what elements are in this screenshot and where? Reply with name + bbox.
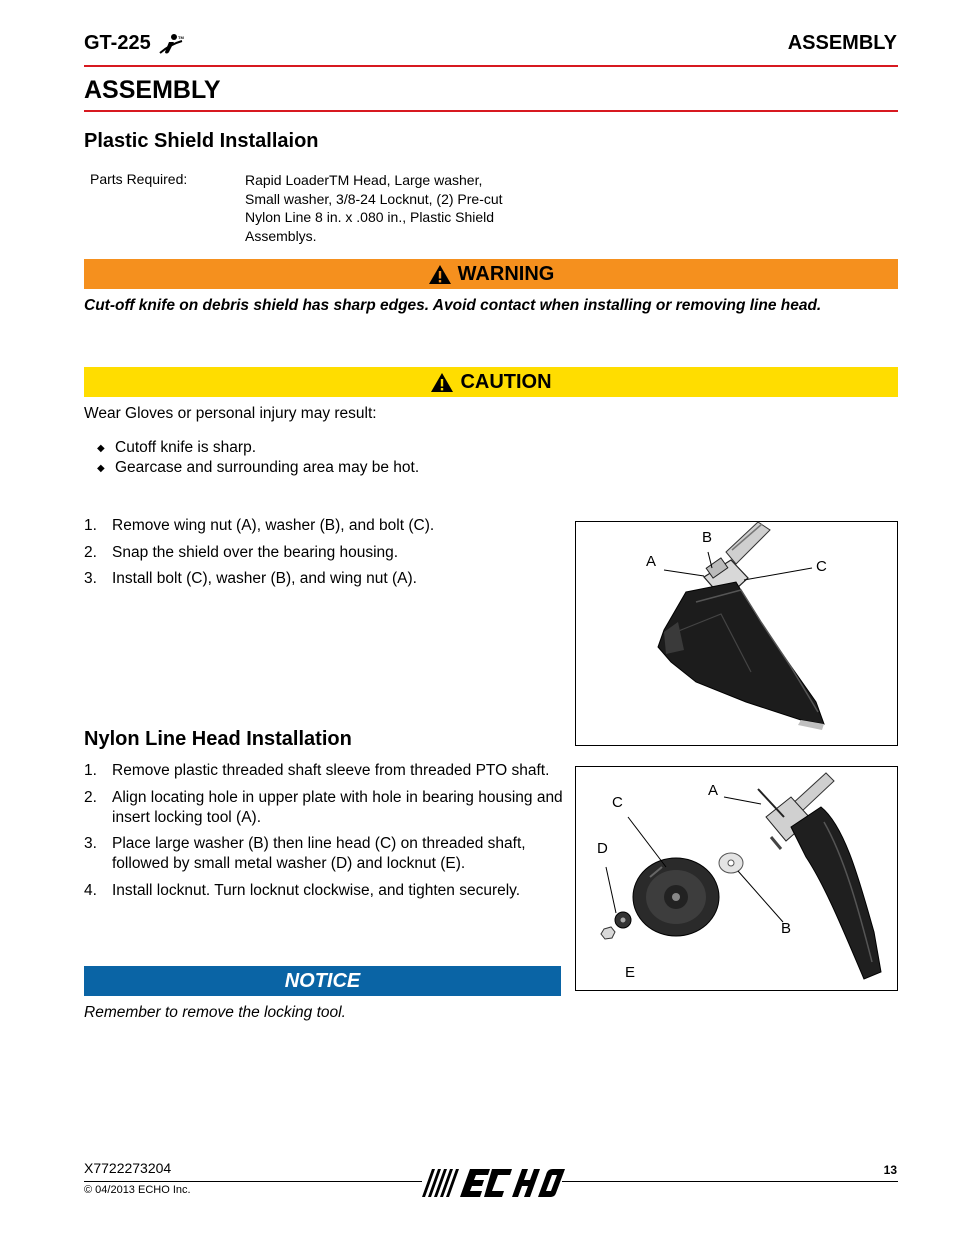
notice-bar [84,966,561,996]
warning-text: Cut-off knife on debris shield has sharp edges. Avoid contact when installing or removing line head. [84,297,822,314]
step-text: Place large washer (B) then line head (C) on threaded shaft, followed by small metal washer (D) and locknut (E). [112,835,526,872]
step-text: Install locknut. Turn locknut clockwise, and tighten securely. [112,881,521,899]
parts-list [245,171,545,245]
list-item [84,761,569,781]
list-item [84,834,569,874]
warning-label: WARNING [457,262,555,285]
callout-label-c: C [612,794,623,811]
copyright: © 04/2013 ECHO Inc. [84,1184,191,1196]
warning-triangle-icon [428,264,452,285]
list-item [97,438,419,458]
callout-label-b: B [781,920,792,937]
parts-line: Nylon Line 8 in. x .080 in., Plastic Shield [245,209,495,225]
callout-label-e: E [625,964,636,981]
bullet-text: Cutoff knife is sharp. [115,439,257,456]
caution-intro: Wear Gloves or personal injury may result: [84,405,377,422]
step-number: 2. [84,788,97,806]
caution-label: CAUTION [460,370,552,393]
caution-bullets [97,438,419,478]
figure-shield-install [575,521,898,746]
list-item [84,788,569,828]
parts-label: Parts Required: [90,171,188,187]
model-name: GT-225 [84,32,151,54]
step-text: Remove wing nut (A), washer (B), and bolt (C). [112,517,435,534]
svg-text:TM: TM [177,34,184,40]
shield-section-title: Plastic Shield Installaion [84,130,319,152]
caution-bar [84,367,898,397]
callout-label-a: A [646,553,657,570]
echo-logo-mark [420,1167,565,1199]
header-model [84,32,183,55]
part-number: X7722273204 [84,1160,172,1176]
parts-line: Assemblys. [245,227,317,244]
nylon-section-title: Nylon Line Head Installation [84,728,352,750]
header-section: ASSEMBLY [787,32,897,54]
parts-line: Small washer, 3/8-24 Locknut, (2) Pre-cut [245,190,503,207]
shield-illustration [576,522,899,747]
step-number: 1. [84,517,97,534]
notice-text: Remember to remove the locking tool. [84,1004,346,1021]
page-number: 13 [883,1163,897,1177]
list-item [84,543,564,563]
notice-label: NOTICE [284,969,361,992]
i-logo-icon [157,33,183,55]
callout-label-a: A [708,782,719,799]
line-head-illustration [576,767,899,992]
warning-bar [84,259,898,289]
callout-label-c: C [816,558,827,575]
diamond-bullet-icon: ◆ [97,442,105,454]
parts-line: Rapid LoaderTM Head, Large washer, [245,172,483,188]
list-item [84,516,564,536]
bullet-text: Gearcase and surrounding area may be hot. [115,459,420,476]
header-rule [84,65,898,67]
step-number: 3. [84,835,97,852]
footer-rule-left [84,1181,422,1182]
callout-label-b: B [702,529,713,546]
warning-triangle-icon [430,372,454,393]
figure-line-head-install [575,766,898,991]
step-text: Install bolt (C), washer (B), and wing nut (A). [112,570,417,587]
list-item [97,458,419,478]
step-number: 3. [84,570,97,587]
list-item [84,569,564,589]
step-text: Align locating hole in upper plate with hole in bearing housing and insert locking tool (A). [112,788,563,826]
step-number: 2. [84,543,97,561]
step-number: 1. [84,762,97,779]
diamond-bullet-icon: ◆ [97,462,105,474]
step-text: Snap the shield over the bearing housing. [112,543,399,561]
step-number: 4. [84,881,97,899]
footer-rule-right [562,1181,898,1182]
echo-logo [420,1167,565,1204]
callout-label-d: D [597,840,608,857]
nylon-steps [84,761,569,901]
shield-steps [84,516,564,589]
step-text: Remove plastic threaded shaft sleeve from threaded PTO shaft. [112,762,550,779]
page-title: ASSEMBLY [84,76,221,104]
list-item [84,881,569,901]
title-rule [84,110,898,112]
